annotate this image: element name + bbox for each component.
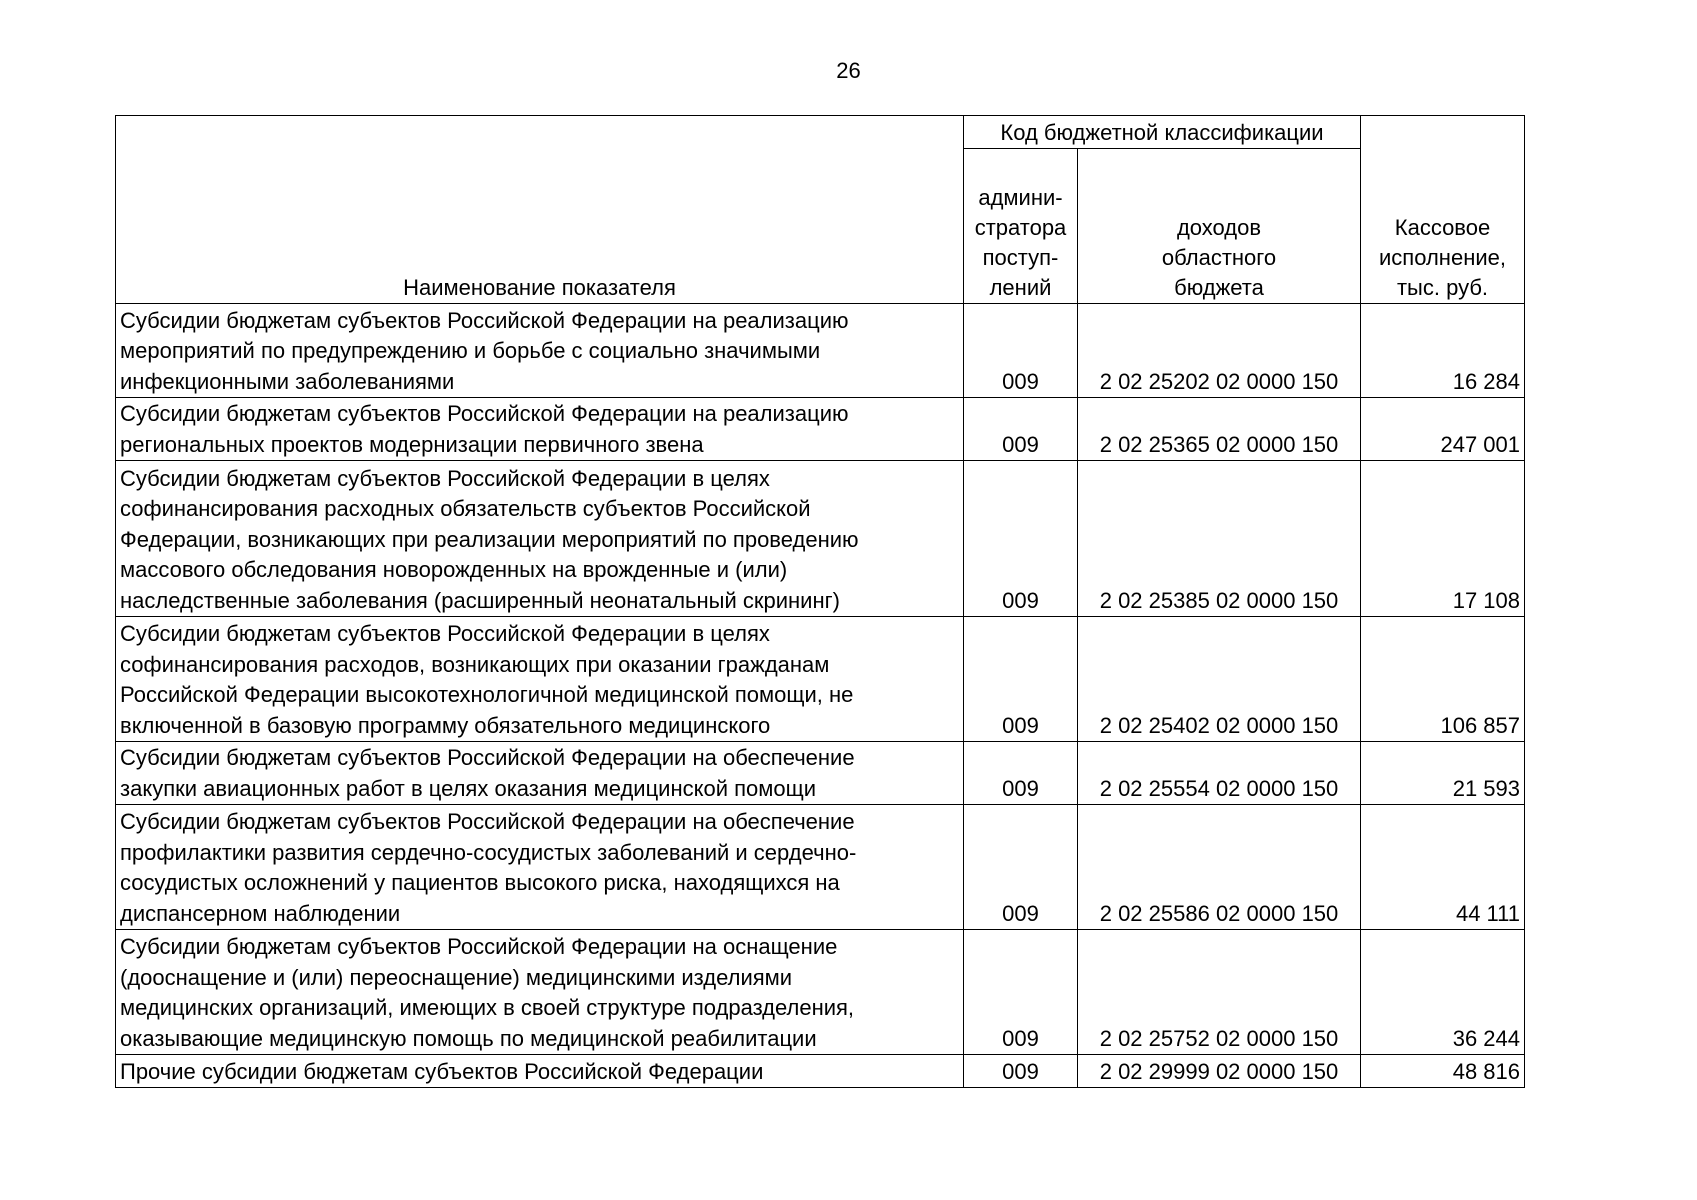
row-amount: 21 593 — [1361, 742, 1525, 805]
row-revenue-code: 2 02 25365 02 0000 150 — [1078, 398, 1361, 461]
row-name: Субсидии бюджетам субъектов Российской Федерации в целях софинансирования расходных обязательств субъектов Российской Федерации, возникающих при реализации мероприятий по проведению массового обследования новорожденных на врожденные и (или) наследственные заболевания (расширенный неонатальный скрининг) — [116, 461, 964, 617]
table-row — [116, 742, 1525, 805]
row-revenue-code: 2 02 25202 02 0000 150 — [1078, 304, 1361, 398]
row-revenue-code: 2 02 25385 02 0000 150 — [1078, 461, 1361, 617]
row-amount: 106 857 — [1361, 617, 1525, 742]
row-admin-code: 009 — [964, 930, 1078, 1055]
row-admin-code: 009 — [964, 617, 1078, 742]
row-name: Субсидии бюджетам субъектов Российской Федерации на обеспечение профилактики развития сердечно-сосудистых заболеваний и сердечно- сосудистых осложнений у пациентов высокого риска, находящихся на диспансерном наблюдении — [116, 805, 964, 930]
table-row — [116, 805, 1525, 930]
table-row — [116, 304, 1525, 398]
header-name: Наименование показателя — [116, 116, 964, 304]
table-body — [116, 304, 1525, 1088]
row-revenue-code: 2 02 29999 02 0000 150 — [1078, 1055, 1361, 1088]
page-number: 26 — [836, 58, 861, 83]
row-name: Субсидии бюджетам субъектов Российской Федерации на оснащение (дооснащение и (или) переоснащение) медицинскими изделиями медицинских организаций, имеющих в своей структуре подразделения, оказывающие медицинскую помощь по медицинской реабилитации — [116, 930, 964, 1055]
row-revenue-code: 2 02 25554 02 0000 150 — [1078, 742, 1361, 805]
row-revenue-code: 2 02 25586 02 0000 150 — [1078, 805, 1361, 930]
header-administrator: админи- стратора поступ- лений — [964, 149, 1078, 304]
row-revenue-code: 2 02 25402 02 0000 150 — [1078, 617, 1361, 742]
row-amount: 17 108 — [1361, 461, 1525, 617]
row-amount: 247 001 — [1361, 398, 1525, 461]
row-amount: 44 111 — [1361, 805, 1525, 930]
row-name: Прочие субсидии бюджетам субъектов Российской Федерации — [116, 1055, 964, 1088]
row-name: Субсидии бюджетам субъектов Российской Федерации на реализацию региональных проектов модернизации первичного звена — [116, 398, 964, 461]
header-revenue-code: доходов областного бюджета — [1078, 149, 1361, 304]
budget-table — [115, 115, 1525, 1088]
header-budget-classification: Код бюджетной классификации — [964, 116, 1361, 149]
row-amount: 48 816 — [1361, 1055, 1525, 1088]
table-row — [116, 398, 1525, 461]
row-admin-code: 009 — [964, 742, 1078, 805]
row-revenue-code: 2 02 25752 02 0000 150 — [1078, 930, 1361, 1055]
table-row — [116, 930, 1525, 1055]
row-admin-code: 009 — [964, 304, 1078, 398]
row-name: Субсидии бюджетам субъектов Российской Федерации на обеспечение закупки авиационных работ в целях оказания медицинской помощи — [116, 742, 964, 805]
row-admin-code: 009 — [964, 398, 1078, 461]
table-row — [116, 617, 1525, 742]
header-cash-execution: Кассовое исполнение, тыс. руб. — [1361, 116, 1525, 304]
row-name: Субсидии бюджетам субъектов Российской Федерации на реализацию мероприятий по предупреждению и борьбе с социально значимыми инфекционными заболеваниями — [116, 304, 964, 398]
row-name: Субсидии бюджетам субъектов Российской Федерации в целях софинансирования расходов, возникающих при оказании гражданам Российской Федерации высокотехнологичной медицинской помощи, не включенной в базовую программу обязательного медицинского — [116, 617, 964, 742]
row-amount: 16 284 — [1361, 304, 1525, 398]
table-row — [116, 461, 1525, 617]
table-row — [116, 1055, 1525, 1088]
row-admin-code: 009 — [964, 1055, 1078, 1088]
row-admin-code: 009 — [964, 805, 1078, 930]
row-amount: 36 244 — [1361, 930, 1525, 1055]
row-admin-code: 009 — [964, 461, 1078, 617]
table-header — [116, 116, 1525, 304]
